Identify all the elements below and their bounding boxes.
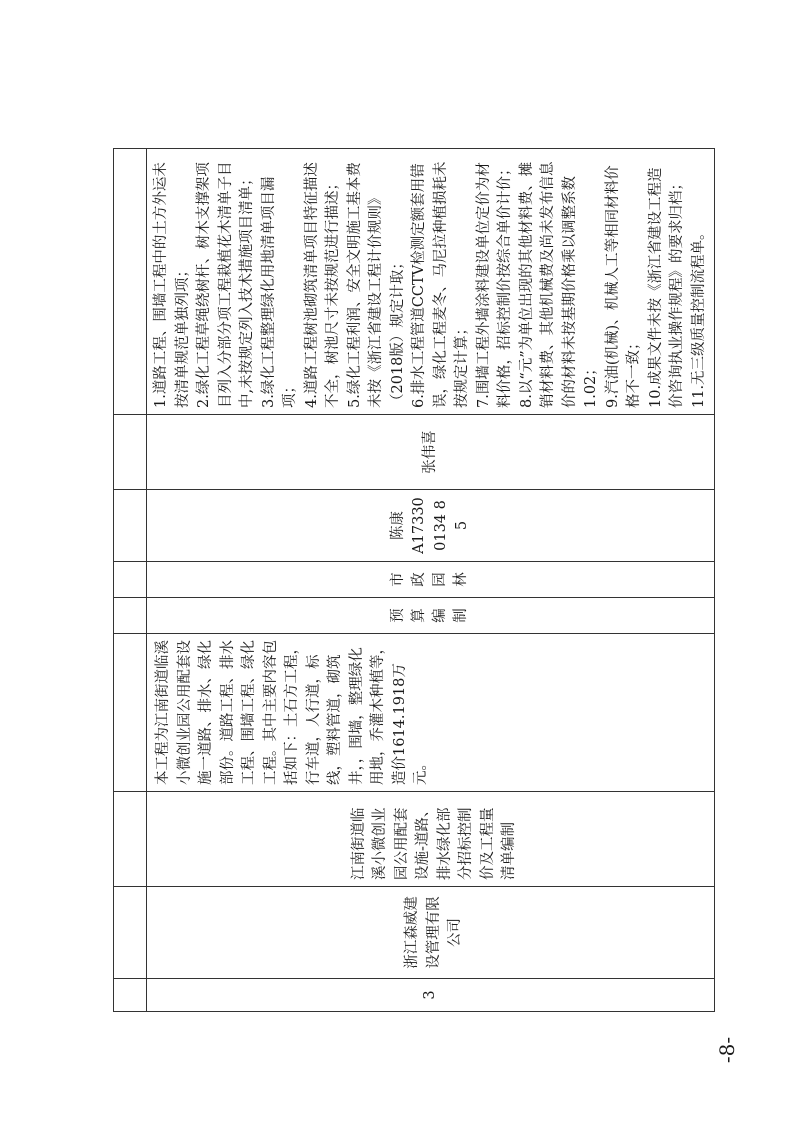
issue-item: 8.以“元”为单位出现的其他材料费、摊销材料费、其他机械费及尚未发布信息价的材料未按基期价格乘以调整系数1.02； <box>518 161 599 408</box>
issue-item: 1.道路工程、围墙工程中的土方外运未按清单规范单独列项； <box>153 162 191 408</box>
table-row <box>147 149 715 1012</box>
issues-list <box>151 155 710 408</box>
company-cell: 浙江森威建设管理有限公司 <box>147 887 715 979</box>
person-name: 陈康 <box>389 511 406 540</box>
issue-item: 6.排水工程管道CCTV检测定额套用错误，绿化工程麦冬、马尼拉种植损耗未按规定计算； <box>411 161 470 408</box>
issue-item: 10.成果文件未按《浙江省建设工程造价咨询执业操作规程》的要求归档； <box>647 167 685 408</box>
specialty-cell <box>147 562 715 598</box>
issue-item: 9.汽油(机械)、机械人工等相同材料价格不一致； <box>604 165 642 408</box>
issue-item: 3.绿化工程整理绿化用地清单项目漏项； <box>260 176 298 408</box>
table-row-empty <box>114 149 147 1012</box>
issue-item: 11.无三级质量控制流程单。 <box>690 225 707 408</box>
reviewer-cell: 张伟喜 <box>147 415 715 490</box>
row-index: 3 <box>147 979 715 1012</box>
person-cell <box>147 490 715 562</box>
role-text: 预算编制 <box>390 608 470 623</box>
issue-item: 5.绿化工程利润、安全文明施工基本费未按《浙江省建设工程计价规则》（2018版）规定计取； <box>346 162 406 408</box>
issue-item: 4.道路工程树池砌筑清单项目特征描述不全，树池尺寸未按规范进行描述； <box>303 162 341 408</box>
page-number: -8- <box>715 1036 739 1064</box>
cert-number: A173300134 85 <box>411 497 470 554</box>
issue-item: 7.围墙工程外墙涂料建设单位定价为材料价格，招标控制价按综合单价计价； <box>475 161 513 408</box>
issue-item: 2.绿化工程草绳绕树杆、树木支撑架项目列入分部分项工程栽植花木清单子目中,未按规定列入技术措施项目清单； <box>196 161 255 408</box>
specialty-text: 市政园林 <box>390 572 470 587</box>
issues-cell <box>147 149 715 415</box>
description-cell: 本工程为江南街道临溪小微创业园公用配套设施一道路、排水、绿化部份。道路工程、排水工程、围墙工程、绿化工程。其中主要内容包括如下：土石方工程，行车道，人行道，标线，塑料管道，砌筑井，，围墙，整理绿化用地，乔灌木种植等，造价1614.1918万元。 <box>147 634 715 792</box>
review-table <box>113 148 715 1012</box>
role-cell <box>147 598 715 634</box>
project-name-cell: 江南街道临溪小微创业园公用配套设施-道路、排水绿化部分招标控制价及工程量清单编制 <box>147 792 715 887</box>
